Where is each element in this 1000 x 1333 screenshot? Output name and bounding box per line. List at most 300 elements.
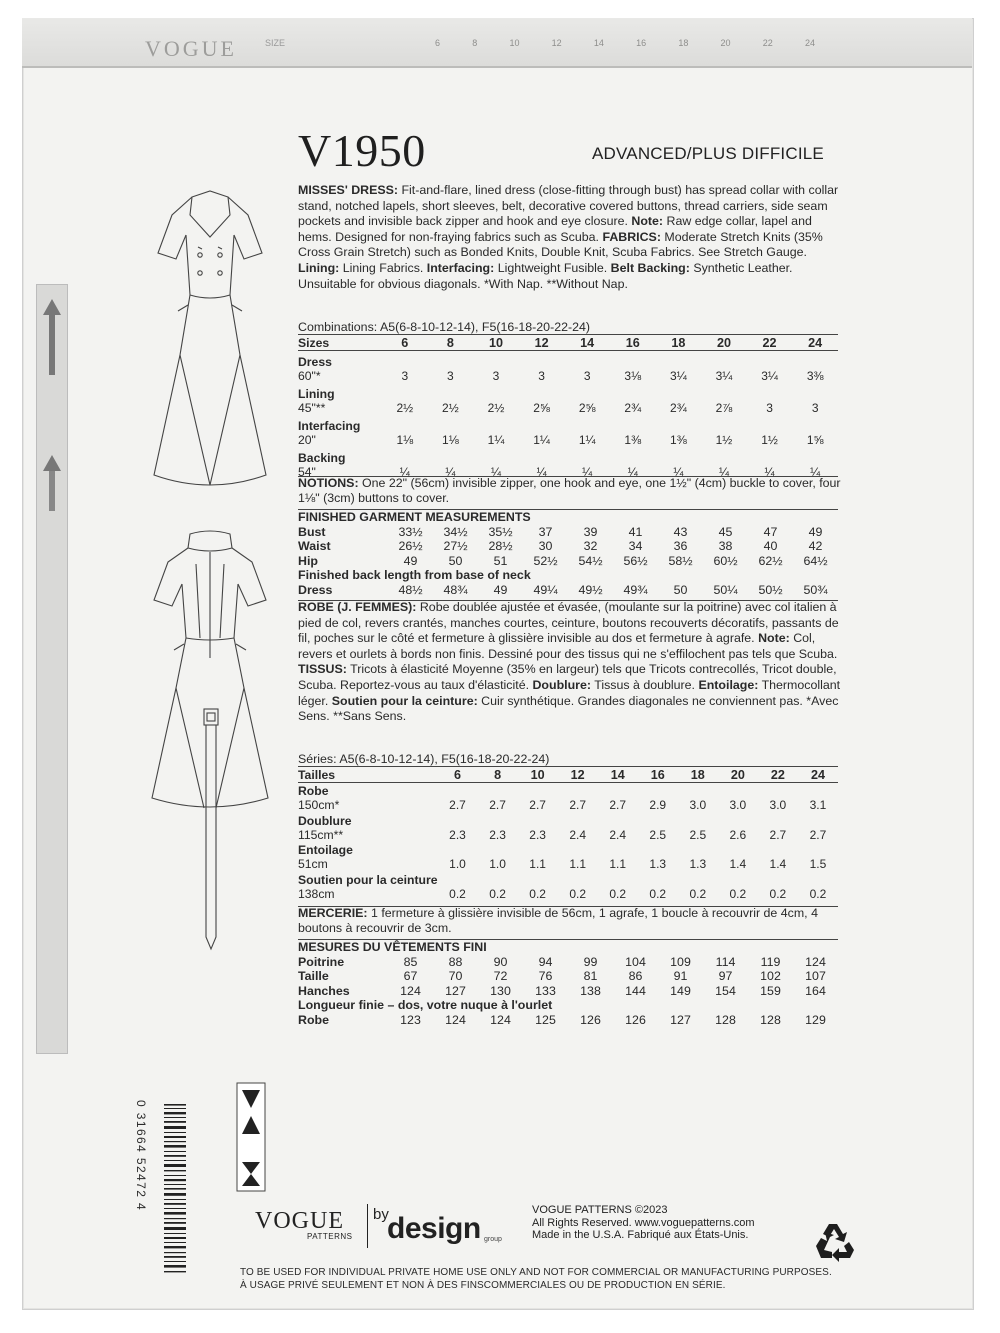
yardage-cell: ¼ bbox=[536, 464, 547, 479]
yardage-cell: 1.5 bbox=[809, 857, 827, 871]
fabric-width: 45"** bbox=[298, 400, 326, 415]
french-finished-measurements bbox=[298, 940, 838, 1027]
measure-cell: 47 bbox=[763, 524, 778, 539]
usage-disclaimer bbox=[240, 1266, 832, 1292]
measure-label: Waist bbox=[298, 539, 331, 553]
yardage-cell: 3⅜ bbox=[806, 368, 824, 383]
yardage-cell: 3 bbox=[401, 368, 409, 383]
size-header-cell: 24 bbox=[808, 336, 823, 350]
yardage-label bbox=[298, 383, 382, 415]
size-header-cell: 10 bbox=[488, 336, 503, 350]
size-header-cell: 18 bbox=[671, 336, 686, 350]
flap-size: 10 bbox=[509, 38, 520, 48]
size-header-cell: 6 bbox=[401, 336, 409, 350]
fr-entoilage-text: Thermocollant léger. bbox=[298, 677, 841, 708]
measure-cell: 50½ bbox=[758, 582, 783, 597]
yardage-label bbox=[298, 447, 382, 479]
yardage-cell: 0.2 bbox=[489, 886, 506, 901]
design-text: design bbox=[387, 1212, 481, 1245]
size-header-cell: 22 bbox=[762, 336, 777, 350]
yardage-cell: 2.5 bbox=[689, 827, 707, 842]
finished-title: FINISHED GARMENT MEASUREMENTS bbox=[298, 510, 531, 524]
size-header-row bbox=[298, 767, 838, 783]
yardage-cell: 2½ bbox=[487, 400, 505, 415]
yardage-cell: 3¼ bbox=[715, 368, 733, 383]
yardage-cell: ¼ bbox=[810, 464, 821, 479]
yardage-cell: 2.7 bbox=[569, 798, 586, 812]
yardage-cell: 1.1 bbox=[569, 857, 586, 871]
yardage-cell: 2¾ bbox=[670, 400, 687, 415]
flap-size: 20 bbox=[720, 38, 731, 48]
note-text: Raw edge collar, lapel and hems. Designed for non-fraying fabrics such as Scuba. bbox=[298, 214, 812, 244]
english-finished-measurements bbox=[298, 510, 838, 597]
yardage-cell: 1.3 bbox=[689, 857, 707, 871]
yardage-cell: 3.1 bbox=[809, 798, 827, 812]
measure-cell: 49 bbox=[403, 553, 418, 568]
vogue-logo: VOGUE bbox=[255, 1208, 344, 1234]
yardage-label bbox=[298, 842, 438, 872]
measure-cell: 91 bbox=[673, 969, 688, 983]
size-header-cell: 18 bbox=[690, 768, 705, 782]
yardage-cell: 1.4 bbox=[769, 857, 787, 871]
sizes-label: Sizes bbox=[298, 336, 330, 350]
yardage-cell: 1⅜ bbox=[624, 432, 642, 447]
fr-desc-text: Robe doublée ajustée et évasée, (moulante sur la poitrine) avec col italien à pied de col, revers crantés, manches courtes, ceinture, boutons recouverts décoratifs, passants de fil, poches sur le côté et fermeture à glissière invisible au dos et fermeture à agrafe. bbox=[298, 600, 839, 646]
measure-label: Hanches bbox=[298, 983, 350, 998]
measure-cell: 126 bbox=[580, 1012, 601, 1027]
measure-cell: 124 bbox=[400, 983, 421, 998]
barcode-icon bbox=[150, 1098, 188, 1280]
logo-divider bbox=[367, 1204, 368, 1248]
measure-cell: 109 bbox=[670, 954, 691, 969]
size-header-cell: 8 bbox=[446, 336, 454, 350]
measure-cell: 88 bbox=[448, 954, 463, 969]
desc-label: MISSES' DRESS: bbox=[298, 183, 399, 197]
measure-cell: 123 bbox=[400, 1012, 421, 1027]
measure-cell: 76 bbox=[538, 969, 553, 983]
yardage-cell: 2⅝ bbox=[533, 400, 550, 415]
measure-cell: 107 bbox=[805, 969, 826, 983]
measure-cell: 81 bbox=[583, 969, 598, 983]
size-header-cell: 10 bbox=[530, 768, 545, 782]
fabric-name: Backing bbox=[298, 450, 346, 465]
measure-cell: 125 bbox=[535, 1012, 556, 1027]
copyright-line: Made in the U.S.A. Fabriqué aux États-Unis. bbox=[532, 1229, 749, 1241]
measure-label: Robe bbox=[298, 1012, 329, 1027]
measure-cell: 159 bbox=[760, 983, 781, 998]
flap-size: 16 bbox=[636, 38, 647, 48]
yardage-cell: 0.2 bbox=[449, 886, 466, 901]
copyright-line: All Rights Reserved. www.voguepatterns.com bbox=[532, 1216, 755, 1229]
yardage-cell: 1.1 bbox=[609, 857, 627, 871]
fabric-width: 20" bbox=[298, 432, 316, 447]
measure-cell: 34 bbox=[628, 539, 643, 553]
finished-row bbox=[298, 969, 838, 984]
lining-label: Lining: bbox=[298, 260, 340, 275]
mercerie-text: 1 fermeture à glissière invisible de 56cm, 1 agrafe, 1 boucle à recouvrir de 4cm, 4 boutons à recouvrir de 3cm. bbox=[298, 906, 818, 935]
measure-cell: 130 bbox=[490, 983, 511, 998]
measure-cell: 34½ bbox=[443, 524, 468, 539]
size-header-cell: 14 bbox=[610, 768, 625, 782]
yardage-row bbox=[298, 383, 838, 415]
yardage-cell: 3¼ bbox=[670, 368, 687, 383]
flap-size-label: SIZE bbox=[265, 38, 286, 48]
size-header-cell: 20 bbox=[716, 336, 731, 350]
yardage-row bbox=[298, 842, 838, 872]
measure-cell: 72 bbox=[493, 969, 508, 983]
measure-cell: 49¼ bbox=[533, 582, 558, 597]
vogue-patterns-sub: PATTERNS bbox=[307, 1232, 353, 1241]
measure-cell: 51 bbox=[493, 553, 508, 568]
yardage-row bbox=[298, 351, 838, 383]
yardage-label bbox=[298, 351, 382, 383]
yardage-cell: 0.2 bbox=[529, 886, 546, 901]
yardage-cell: 2.4 bbox=[609, 827, 627, 842]
measure-cell: 50¼ bbox=[713, 582, 738, 597]
measure-cell: 114 bbox=[715, 954, 736, 969]
measure-cell: 119 bbox=[760, 954, 781, 969]
size-header-row bbox=[298, 335, 838, 351]
notions-label: NOTIONS: bbox=[298, 476, 359, 490]
fabric-width: 60"* bbox=[298, 368, 321, 383]
measure-cell: 70 bbox=[448, 969, 463, 983]
yardage-cell: 3 bbox=[447, 368, 454, 383]
size-header-cell: 20 bbox=[730, 768, 745, 782]
size-header-cell: 22 bbox=[770, 768, 785, 782]
measure-values bbox=[388, 583, 838, 598]
measure-cell: 39 bbox=[583, 524, 598, 539]
yardage-cell: 0.2 bbox=[809, 886, 827, 901]
measure-cell: 62½ bbox=[758, 553, 783, 568]
measure-values bbox=[388, 1013, 838, 1028]
yardage-cell: 2.5 bbox=[649, 827, 667, 842]
yardage-cell: ¼ bbox=[445, 464, 456, 479]
difficulty-level: ADVANCED/PLUS DIFFICILE bbox=[592, 144, 824, 163]
yardage-cell: 0.2 bbox=[569, 886, 586, 901]
yardage-cell: 2.3 bbox=[489, 827, 506, 842]
flap-size: 24 bbox=[804, 38, 815, 48]
measure-cell: 133 bbox=[535, 983, 556, 998]
flap-size: 8 bbox=[472, 38, 478, 48]
disclaimer-en: TO BE USED FOR INDIVIDUAL PRIVATE HOME USE ONLY AND NOT FOR COMMERCIAL OR MANUFACTURING PURPOSES. bbox=[240, 1267, 832, 1278]
measure-cell: 42 bbox=[808, 539, 823, 553]
fabric-name: Lining bbox=[298, 386, 335, 401]
yardage-cell: 2.7 bbox=[769, 827, 787, 842]
yardage-cell: 1.3 bbox=[649, 857, 667, 871]
size-header-cell: 8 bbox=[494, 768, 502, 782]
belt-illustration bbox=[196, 705, 226, 955]
yardage-cell: 1⅜ bbox=[670, 432, 687, 447]
yardage-label bbox=[298, 812, 438, 842]
series: Séries: A5(6-8-10-12-14), F5(16-18-20-22-24) bbox=[298, 752, 550, 766]
finished-row bbox=[298, 554, 838, 569]
fabric-name: Soutien pour la ceinture bbox=[298, 872, 438, 887]
yardage-cell: 1.1 bbox=[529, 857, 546, 871]
fabric-width: 138cm bbox=[298, 886, 335, 901]
measure-cell: 26½ bbox=[398, 539, 423, 553]
measure-values bbox=[388, 554, 838, 569]
measure-cell: 164 bbox=[805, 983, 826, 998]
back-length-row bbox=[298, 583, 838, 598]
measure-cell: 37 bbox=[538, 524, 553, 539]
measure-cell: 124 bbox=[490, 1012, 511, 1027]
measure-cell: 90 bbox=[493, 954, 508, 969]
measure-cell: 128 bbox=[760, 1012, 781, 1027]
measure-values bbox=[388, 955, 838, 970]
dress-front-illustration bbox=[140, 185, 280, 525]
by-text: by bbox=[373, 1206, 389, 1223]
yardage-cell: 2.3 bbox=[529, 827, 546, 842]
yardage-cell: ¼ bbox=[718, 464, 729, 479]
combinations: Combinations: A5(6-8-10-12-14), F5(16-18-20-22-24) bbox=[298, 320, 591, 334]
fr-soutien-label: Soutien pour la ceinture: bbox=[331, 693, 478, 708]
yardage-cell: 2.7 bbox=[609, 798, 627, 812]
measure-cell: 94 bbox=[538, 954, 553, 969]
english-description bbox=[298, 183, 846, 292]
yardage-cell: 3.0 bbox=[769, 798, 787, 812]
measure-cell: 60½ bbox=[713, 553, 738, 568]
yardage-label bbox=[298, 871, 438, 901]
fr-note-text: Col, revers et ourlets à bords non finis. Dessiné pour des tissus qui ne s'effilochent pas tels que Scuba. bbox=[298, 631, 838, 661]
interfacing-label: Interfacing: bbox=[426, 260, 495, 275]
yardage-cell: ¼ bbox=[673, 464, 684, 479]
measure-cell: 32 bbox=[583, 539, 598, 553]
yardage-cell: 3⅛ bbox=[624, 368, 642, 383]
size-header-cell: 14 bbox=[580, 336, 595, 350]
fabric-name: Doublure bbox=[298, 813, 352, 828]
flap-sizes bbox=[435, 38, 815, 48]
note-label: Note: bbox=[631, 214, 664, 229]
measure-cell: 127 bbox=[445, 983, 466, 998]
mercerie-label: MERCERIE: bbox=[298, 906, 368, 920]
measure-cell: 40 bbox=[763, 539, 778, 553]
yardage-cell: 2.4 bbox=[569, 827, 586, 842]
yardage-cell: 2¾ bbox=[624, 400, 642, 415]
measure-cell: 50¾ bbox=[803, 582, 828, 597]
belt-text: Synthetic Leather. Unsuitable for obvious diagonals. *With Nap. **Without Nap. bbox=[298, 260, 793, 291]
fold-arrows-icon bbox=[236, 1082, 266, 1192]
fabrics-label: FABRICS: bbox=[602, 229, 661, 244]
measure-label: Bust bbox=[298, 524, 326, 539]
french-yardage-table bbox=[298, 766, 838, 901]
measure-cell: 67 bbox=[403, 969, 418, 983]
measure-cell: 45 bbox=[718, 524, 733, 539]
measure-cell: 86 bbox=[628, 969, 643, 983]
yardage-cell: 3 bbox=[583, 368, 591, 383]
fabric-width: 150cm* bbox=[298, 798, 340, 812]
measure-cell: 127 bbox=[670, 1012, 691, 1027]
notions bbox=[298, 476, 848, 506]
measure-cell: 128 bbox=[715, 1012, 736, 1027]
yardage-cell: 3 bbox=[766, 400, 773, 415]
size-header-cell: 24 bbox=[810, 768, 825, 782]
fabric-name: Entoilage bbox=[298, 843, 353, 857]
yardage-row bbox=[298, 871, 838, 901]
mercerie bbox=[298, 906, 848, 936]
yardage-cell: 2⅝ bbox=[578, 400, 596, 415]
measure-label: Dress bbox=[298, 582, 333, 597]
yardage-cell: 1¼ bbox=[578, 432, 596, 447]
yardage-cell: 1.0 bbox=[449, 857, 466, 871]
fr-note-label: Note: bbox=[758, 631, 790, 646]
measure-cell: 28½ bbox=[488, 539, 513, 553]
yardage-label bbox=[298, 783, 438, 813]
measure-values bbox=[388, 539, 838, 554]
measure-cell: 48¾ bbox=[443, 582, 468, 597]
measure-cell: 104 bbox=[625, 954, 646, 969]
back-length-title: Longueur finie – dos, votre nuque à l'ourlet bbox=[298, 998, 553, 1012]
finished-row bbox=[298, 955, 838, 970]
measure-cell: 38 bbox=[718, 539, 733, 553]
yardage-cell: ¼ bbox=[764, 464, 775, 479]
measure-label: Poitrine bbox=[298, 954, 345, 969]
yardage-cell: 1¼ bbox=[533, 432, 550, 447]
measure-cell: 49 bbox=[493, 582, 508, 597]
measure-cell: 35½ bbox=[488, 524, 513, 539]
measure-cell: 49¾ bbox=[623, 582, 648, 597]
measure-cell: 97 bbox=[718, 969, 733, 983]
measure-cell: 58½ bbox=[668, 553, 693, 568]
measure-cell: 48½ bbox=[398, 582, 423, 597]
yardage-cell: 2.7 bbox=[529, 798, 546, 812]
yardage-cell: 2.7 bbox=[449, 798, 466, 812]
yardage-cell: 1½ bbox=[715, 432, 733, 447]
yardage-cell: 2½ bbox=[442, 400, 459, 415]
yardage-cell: 3 bbox=[538, 368, 545, 383]
sizes-label: Tailles bbox=[298, 768, 336, 782]
measure-cell: 126 bbox=[625, 1012, 646, 1027]
measure-cell: 138 bbox=[580, 983, 601, 998]
yardage-cell: 2⅞ bbox=[715, 400, 733, 415]
measure-cell: 129 bbox=[805, 1012, 826, 1027]
size-header-cell: 12 bbox=[534, 336, 549, 350]
measure-cell: 36 bbox=[673, 539, 688, 553]
notions-text: One 22" (56cm) invisible zipper, one hook and eye, one 1½" (4cm) buckle to cover, four 1⅛" (3cm) buttons to cover. bbox=[298, 476, 841, 505]
lining-text: Lining Fabrics. bbox=[342, 260, 424, 275]
finished-title: MESURES DU VÊTEMENTS FINI bbox=[298, 940, 487, 954]
yardage-row bbox=[298, 415, 838, 447]
fabric-width: 115cm** bbox=[298, 827, 344, 842]
measure-cell: 56½ bbox=[623, 553, 648, 568]
finished-row bbox=[298, 984, 838, 999]
recycle-icon bbox=[813, 1222, 857, 1262]
fabric-width: 54" bbox=[298, 464, 316, 479]
fr-soutien-text: Cuir synthétique. Grandes diagonales ne conviennent pas. *Avec Sens. **Sans Sens. bbox=[298, 693, 839, 724]
pattern-number: V1950 bbox=[298, 125, 426, 176]
yardage-cell: 3.0 bbox=[729, 798, 747, 812]
flap-size: 14 bbox=[593, 38, 604, 48]
size-header-cell: 12 bbox=[570, 768, 585, 782]
flap-size: 6 bbox=[435, 38, 441, 48]
measure-cell: 43 bbox=[673, 524, 688, 539]
yardage-label bbox=[298, 415, 382, 447]
measure-cell: 27½ bbox=[443, 539, 468, 553]
yardage-cell: 1⅛ bbox=[442, 432, 459, 447]
yardage-cell: 1.4 bbox=[729, 857, 747, 871]
flap-size: 12 bbox=[551, 38, 562, 48]
fr-desc-label: ROBE (J. FEMMES): bbox=[298, 600, 417, 614]
measure-cell: 124 bbox=[445, 1012, 466, 1027]
measure-label: Taille bbox=[298, 969, 329, 983]
yardage-row bbox=[298, 812, 838, 842]
yardage-cell: 0.2 bbox=[729, 886, 747, 901]
yardage-cell: 3 bbox=[492, 368, 500, 383]
yardage-cell: 1¼ bbox=[487, 432, 505, 447]
yardage-cell: ¼ bbox=[627, 464, 638, 479]
yardage-cell: 1.0 bbox=[489, 857, 506, 871]
side-arrows-icon bbox=[37, 285, 67, 1053]
fabric-name: Interfacing bbox=[298, 418, 361, 433]
yardage-cell: ¼ bbox=[582, 464, 593, 479]
yardage-cell: 0.2 bbox=[649, 886, 667, 901]
copyright-line: VOGUE PATTERNS ©2023 bbox=[532, 1204, 668, 1216]
yardage-cell: 2.6 bbox=[729, 827, 747, 842]
yardage-cell: 2.9 bbox=[649, 798, 667, 812]
back-length-row bbox=[298, 1013, 838, 1028]
disclaimer-fr: À USAGE PRIVÉ SEULEMENT ET NON À DES FINSCOMMERCIALES OU DE PRODUCTION EN SÉRIE. bbox=[240, 1280, 726, 1291]
yardage-cell: ¼ bbox=[490, 464, 501, 479]
measure-cell: 102 bbox=[760, 969, 781, 983]
yardage-row bbox=[298, 447, 838, 479]
yardage-row bbox=[298, 783, 838, 813]
english-yardage-table bbox=[298, 334, 838, 479]
measure-cell: 144 bbox=[625, 983, 646, 998]
belt-label: Belt Backing: bbox=[610, 260, 690, 275]
measure-cell: 99 bbox=[583, 954, 598, 969]
yardage-cell: 0.2 bbox=[609, 886, 627, 901]
measure-cell: 85 bbox=[403, 954, 418, 969]
fabric-name: Robe bbox=[298, 784, 329, 798]
fr-doublure-label: Doublure: bbox=[532, 677, 591, 692]
measure-cell: 49½ bbox=[578, 582, 603, 597]
yardage-cell: 2.3 bbox=[449, 827, 466, 842]
measure-values bbox=[388, 969, 838, 984]
measure-cell: 50 bbox=[448, 553, 463, 568]
finished-row bbox=[298, 525, 838, 540]
measure-cell: 154 bbox=[715, 983, 736, 998]
measure-values bbox=[388, 525, 838, 540]
barcode-digits: 0 31664 52472 4 bbox=[134, 1100, 148, 1212]
yardage-cell: 2.7 bbox=[489, 798, 506, 812]
desc-text: Fit-and-flare, lined dress (close-fitting through bust) has spread collar with collar stand, notched lapels, short sleeves, belt, decorative covered buttons, thread carriers, side seam pockets and invisible back zipper and hook and eye closure. bbox=[298, 183, 839, 229]
flap-size: 18 bbox=[678, 38, 689, 48]
measure-cell: 50 bbox=[673, 582, 688, 597]
group-text: group bbox=[484, 1236, 502, 1243]
yardage-cell: 2.7 bbox=[809, 827, 827, 842]
size-header-cell: 16 bbox=[650, 768, 665, 782]
copyright-block bbox=[532, 1204, 755, 1242]
fabric-width: 51cm bbox=[298, 857, 328, 871]
fabric-name: Dress bbox=[298, 354, 332, 369]
fr-tissus-label: TISSUS: bbox=[298, 662, 347, 677]
fr-entoilage-label: Entoilage: bbox=[698, 677, 759, 692]
yardage-cell: 1⅛ bbox=[396, 432, 414, 447]
fr-doublure-text: Tissus à doublure. bbox=[594, 677, 696, 692]
measure-cell: 124 bbox=[805, 954, 826, 969]
yardage-cell: 3.0 bbox=[689, 798, 707, 812]
measure-cell: 49 bbox=[808, 524, 823, 539]
yardage-cell: 0.2 bbox=[769, 886, 787, 901]
measure-cell: 54½ bbox=[578, 553, 603, 568]
measure-cell: 30 bbox=[538, 539, 553, 553]
yardage-cell: 3 bbox=[811, 400, 819, 415]
yardage-cell: 2½ bbox=[396, 400, 414, 415]
measure-cell: 41 bbox=[628, 524, 643, 539]
measure-cell: 149 bbox=[670, 983, 691, 998]
fabrics-text: Moderate Stretch Knits (35% Cross Grain Stretch) such as Bonded Knits, Double Knit, Scuba Fabrics. See Stretch Gauge. bbox=[298, 229, 823, 260]
fr-tissus-text: Tricots à élasticité Moyenne (35% en largeur) tels que Tricots contrecollés, Tricot double, Scuba. Reportez-vous au taux d'élasticité. bbox=[298, 662, 837, 692]
envelope-side-strip bbox=[36, 284, 68, 1054]
